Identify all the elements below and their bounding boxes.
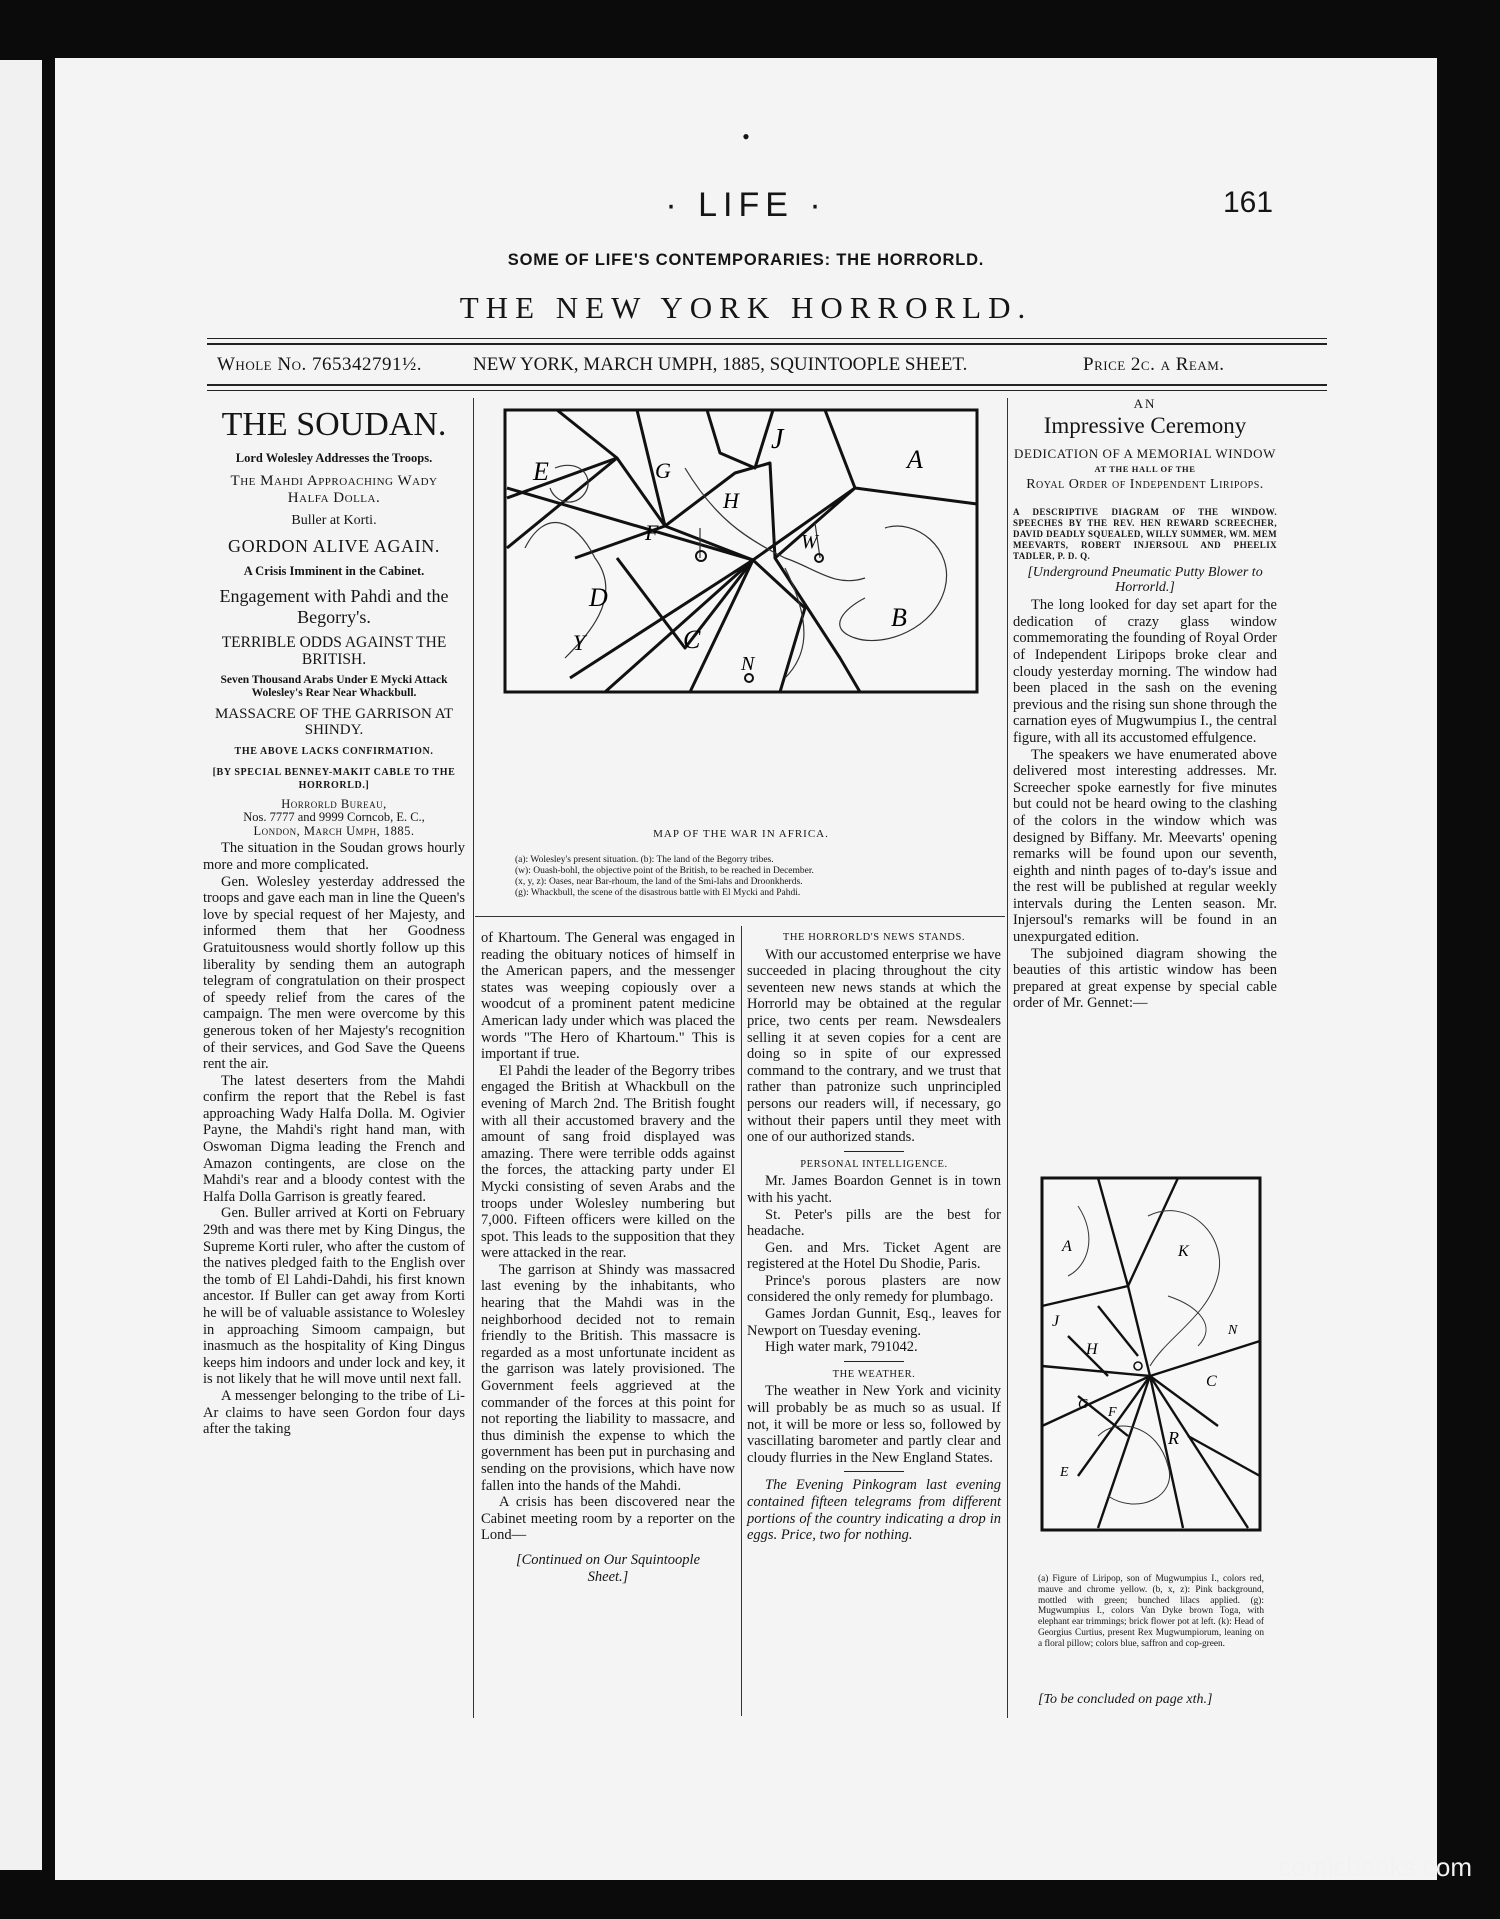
soudan-paragraph: A messenger belonging to the tribe of Li-Ar claims to have seen Gordon four days after the taking	[203, 1387, 465, 1438]
head-odds: TERRIBLE ODDS AGAINST THE BRITISH.	[221, 633, 447, 668]
map-label: Y	[573, 630, 586, 655]
personal-item: Games Jordan Gunnit, Esq., leaves for Newport on Tuesday evening.	[747, 1306, 1001, 1339]
news-column	[747, 930, 1001, 1544]
weather-text: The weather in New York and vicinity will probably be as much so as usual. If not, it will be more or less so, followed by vascillating barometer and partly clear and cloudy flurries in the New England States.	[747, 1383, 1001, 1466]
window-label: F	[1108, 1405, 1117, 1420]
war-map	[485, 408, 997, 758]
concluded-note: [To be concluded on page xth.]	[1038, 1692, 1213, 1707]
head-wolesley: Lord Wolesley Addresses the Troops.	[235, 451, 433, 465]
price: Price 2c. a Ream.	[1083, 354, 1225, 375]
page-number: 161	[1223, 186, 1274, 219]
ceremony-paragraph: The speakers we have enumerated above delivered most interesting addresses. Mr. Screecher spoke earnestly for five minutes but could not be heard owing to the clashing of the colors in the window which was designed by Biffany. Mr. Meevarts' opening remarks will be found upon our seventh, eighth and ninth pages of to-day's issue and the rest will be published at regular weekly intervals during the Lenten season. Mr. Injersoul's remarks will be found in an unexpurgated edition.	[1013, 746, 1277, 946]
ceremony-pre: AN	[1133, 396, 1157, 411]
window-label: N	[1228, 1323, 1238, 1338]
newspaper-name: THE NEW YORK HORRORLD.	[459, 290, 1033, 325]
soudan-paragraph: The latest deserters from the Mahdi confirm the report that the Rebel is fast approaching Wady Halfa Dolla. M. Ogivier Payne, the Mahdi's right hand man, with Oswoman Digma leading the French and Amazon contingents, are close on the Mahdi's rear and a bloody contest with the Halfa Dolla Garrison is greatly feared.	[203, 1072, 465, 1205]
ornament-dot: •	[742, 124, 750, 149]
khartoum-paragraph: of Khartoum. The General was engaged in reading the obituary notices of himself in the American papers, and the messenger states was weeping copiously over a woodcut of a prominent patent medicine American lady under which was placed the words "The Hero of Khartoum." This is important if true.	[481, 930, 735, 1063]
news-stands-head: THE HORRORLD'S NEWS STANDS.	[782, 932, 966, 943]
window-label: E	[1060, 1465, 1069, 1480]
personal-item: High water mark, 791042.	[765, 1339, 918, 1356]
cable-note: [BY SPECIAL BENNEY-MAKIT CABLE TO THE HORRORLD.]	[212, 767, 456, 792]
bureau-line-1: Horrorld Bureau,	[281, 797, 387, 812]
bureau-line-2: Nos. 7777 and 9999 Corncob, E. C.,	[243, 810, 425, 825]
map-label: H	[723, 488, 739, 513]
ceremony-column	[1013, 396, 1277, 1012]
head-massacre: MASSACRE OF THE GARRISON AT SHINDY.	[214, 705, 454, 738]
magazine-page	[55, 58, 1437, 1880]
divider	[844, 1151, 904, 1152]
legend-line: (a): Wolesley's present situation. (b): The land of the Begorry tribes.	[515, 855, 774, 865]
column-divider-2	[1007, 398, 1008, 1718]
map-label: F	[645, 520, 659, 545]
news-stands-text: With our accustomed enterprise we have succeeded in placing throughout the city seventeen new news stands at which the Horrorld may be obtained at the regular price, two cents per ream. Newsdealers selling it at seven copies for a cent are doing so in spite of our expressed command to the contrary, and we trust that rather than patronize such unprincipled persons our readers will, if necessary, go without their papers until they meet with one of our authorized stands.	[747, 946, 1001, 1146]
continued-note: [Continued on Our Squintoople Sheet.]	[515, 1551, 701, 1585]
personal-head: PERSONAL INTELLIGENCE.	[800, 1158, 948, 1170]
column-divider-3	[741, 926, 742, 1716]
scan-left-edge	[0, 60, 42, 1870]
divider	[844, 1361, 904, 1362]
head-gordon: GORDON ALIVE AGAIN.	[228, 536, 440, 557]
map-caption: MAP OF THE WAR IN AFRICA.	[653, 828, 829, 840]
rule-top-1	[207, 338, 1327, 339]
legend-line: (w): Ouash-bohl, the objective point of the British, to be reached in December.	[515, 866, 814, 876]
khartoum-paragraph: El Pahdi the leader of the Begorry tribes engaged the British at Whackbull on the evening of March 2nd. The British fought with all their accustomed bravery and the amount of sang froid displayed was amazing. There were terrible odds against the forces, the attacking party under El Mycki consisting of seven Arabs and the troops under Wolesley numbering but 7,000. Fifteen officers were killed on the spot. This leads to the supposition that they were attacked in the rear.	[481, 1062, 735, 1262]
head-engagement: Engagement with Pahdi and the Begorry's.	[219, 585, 449, 627]
ceremony-paragraph: The subjoined diagram showing the beauties of this artistic window has been prepared at great expense by special cable order of Mr. Gennet:—	[1013, 945, 1277, 1012]
map-label: A	[907, 445, 923, 474]
life-masthead: · LIFE ·	[665, 186, 827, 224]
soudan-paragraph: Gen. Buller arrived at Korti on February 29th and was there met by King Dingus, the Supreme Korti ruler, who after the custom of the natives pledged faith to the English over the tomb of El Lahdi-Dahdi, his first known ancestor. If Buller can get away from Korti he will be of valuable assistance to Wolesley in approaching Simoom campaign, but inasmuch as the hospitality of King Dingus keeps him indoors and under lock and key, it is not likely that he will move until next fall.	[203, 1205, 465, 1388]
weather-head: THE WEATHER.	[832, 1368, 916, 1380]
map-label: E	[533, 457, 549, 486]
soudan-paragraph: Gen. Wolesley yesterday addressed the troops and gave each man in line the Queen's love by special request of her Majesty, and informed them that her Goodness Gratuitousness would shortly follow up this liberality by sending them an autograph telegram of congratulation on their prospect of speedy relief from the cares of the campaign. The men were overcome by this generous token of her Majesty's recognition of their services, and God Save the Queens rent the air.	[203, 873, 465, 1073]
bureau-line-3: London, March Umph, 1885.	[253, 824, 415, 839]
ceremony-paragraph: The long looked for day set apart for the dedication of crazy glass window commemorating the founding of Royal Order of Independent Liripops broke clear and cloudy yesterday morning. The window had been placed in the sash on the evening previous and the rising sun shone through the carnation eyes of Mugwumpius I., the central figure, with all its accustomed effulgence.	[1013, 597, 1277, 746]
window-diagram	[1038, 1176, 1264, 1536]
map-label: W	[801, 531, 818, 553]
window-label: K	[1178, 1243, 1189, 1260]
map-legend	[515, 855, 975, 899]
window-label: R	[1168, 1428, 1179, 1448]
ceremony-sub1: DEDICATION OF A MEMORIAL WINDOW	[1014, 445, 1276, 461]
head-buller: Buller at Korti.	[291, 512, 377, 528]
map-label: C	[683, 625, 701, 654]
personal-item: Prince's porous plasters are now considered the only remedy for plumbago.	[747, 1272, 1001, 1306]
window-label: H	[1086, 1341, 1098, 1358]
issue-date: NEW YORK, MARCH UMPH, 1885, SQUINTOOPLE SHEET.	[473, 354, 968, 375]
legend-line: (x, y, z): Oases, near Bar-rhoum, the land of the Smi-lahs and Droonkherds.	[515, 877, 803, 887]
rule-bottom-1	[207, 384, 1327, 386]
ceremony-summary: A DESCRIPTIVE DIAGRAM OF THE WINDOW. SPEECHES BY THE REV. HEN REWARD SCREECHER, DAVID DEADLY SQUEALED, WILLY SUMMER, WM. MEM MEEVARTS, ROBERT INJERSOUL AND PHEELIX TADLER, P. D. Q.	[1013, 507, 1277, 562]
personal-item: Mr. James Boardon Gennet is in town with his yacht.	[747, 1173, 1001, 1206]
rule-bottom-2	[207, 390, 1327, 391]
ceremony-sub3: Royal Order of Independent Liripops.	[1026, 477, 1264, 493]
soudan-paragraph: The situation in the Soudan grows hourly more and more complicated.	[203, 840, 465, 873]
window-label: J	[1052, 1313, 1060, 1330]
map-label: B	[891, 603, 907, 632]
ceremony-headline: Impressive Ceremony	[1043, 412, 1247, 438]
khartoum-paragraph: A crisis has been discovered near the Cabinet meeting room by a reporter on the Lond—	[481, 1494, 735, 1544]
head-arabs: Seven Thousand Arabs Under E Mycki Attack Wolesley's Rear Near Whackbull.	[220, 673, 448, 699]
personal-item: St. Peter's pills are the best for headache.	[747, 1206, 1001, 1240]
map-label: J	[771, 424, 784, 455]
war-map-figure	[485, 408, 997, 898]
divider	[844, 1471, 904, 1472]
whole-number: Whole No. 765342791½.	[217, 354, 422, 375]
pinkogram-note: The Evening Pinkogram last evening contained fifteen telegrams from different portions of the country indicating a drop in eggs. Price, two for nothing.	[747, 1477, 1001, 1544]
soudan-column	[203, 406, 465, 1438]
head-confirmation: THE ABOVE LACKS CONFIRMATION.	[234, 745, 434, 757]
map-label: N	[741, 653, 755, 675]
watermark: comicbooks.com	[1278, 1852, 1472, 1882]
ceremony-note: [Underground Pneumatic Putty Blower to Horrorld.]	[1027, 565, 1263, 596]
legend-line: (g): Whackbull, the scene of the disastrous battle with El Mycki and Pahdi.	[515, 888, 801, 898]
head-mahdi: The Mahdi Approaching Wady Halfa Dolla.	[230, 472, 438, 506]
head-crisis: A Crisis Imminent in the Cabinet.	[243, 564, 425, 579]
map-label: G	[655, 458, 671, 483]
window-label: G	[1078, 1397, 1089, 1412]
window-label: A	[1062, 1238, 1072, 1255]
rule-top-2	[207, 343, 1327, 345]
section-subtitle: SOME OF LIFE'S CONTEMPORARIES: THE HORRORLD.	[507, 251, 985, 269]
soudan-headline: THE SOUDAN.	[221, 406, 447, 443]
window-diagram-figure	[1038, 1176, 1264, 1707]
khartoum-column	[481, 930, 735, 1585]
column-divider-1	[473, 398, 474, 1718]
ceremony-sub2: AT THE HALL OF THE	[1094, 463, 1196, 474]
window-caption: (a) Figure of Liripop, son of Mugwumpius I., colors red, mauve and chrome yellow. (b, x, z): Pink background, mottled with green; bunched lilacs applied. (g): Mugwumpius I., colors Van Dyke brown Toga, with elephant ear trimmings; brick flower pot at left. (k): Head of Georgius Curtius, present Rex Mugwumpiorum, leaning on a floral pillow; colors blue, saffron and cop-green.	[1038, 1574, 1264, 1649]
khartoum-paragraph: The garrison at Shindy was massacred last evening by the inhabitants, who hearing that the Mahdi was in the neighborhood decided not to remain friendly to the British. This massacre is regarded as a most unfortunate incident as the garrison was lately provisioned. The Government feels aggrieved at the commander of the forces at this point for not reporting the liability to massacre, and thus diminish the expense to which the government has been put in purchasing and sending on the provisions, which have now fallen into the hands of the Mahdi.	[481, 1261, 735, 1494]
map-label: D	[589, 583, 608, 612]
map-bottom-rule	[475, 916, 1005, 917]
personal-item: Gen. and Mrs. Ticket Agent are registered at the Hotel Du Shodie, Paris.	[747, 1239, 1001, 1273]
window-label: C	[1206, 1373, 1217, 1390]
